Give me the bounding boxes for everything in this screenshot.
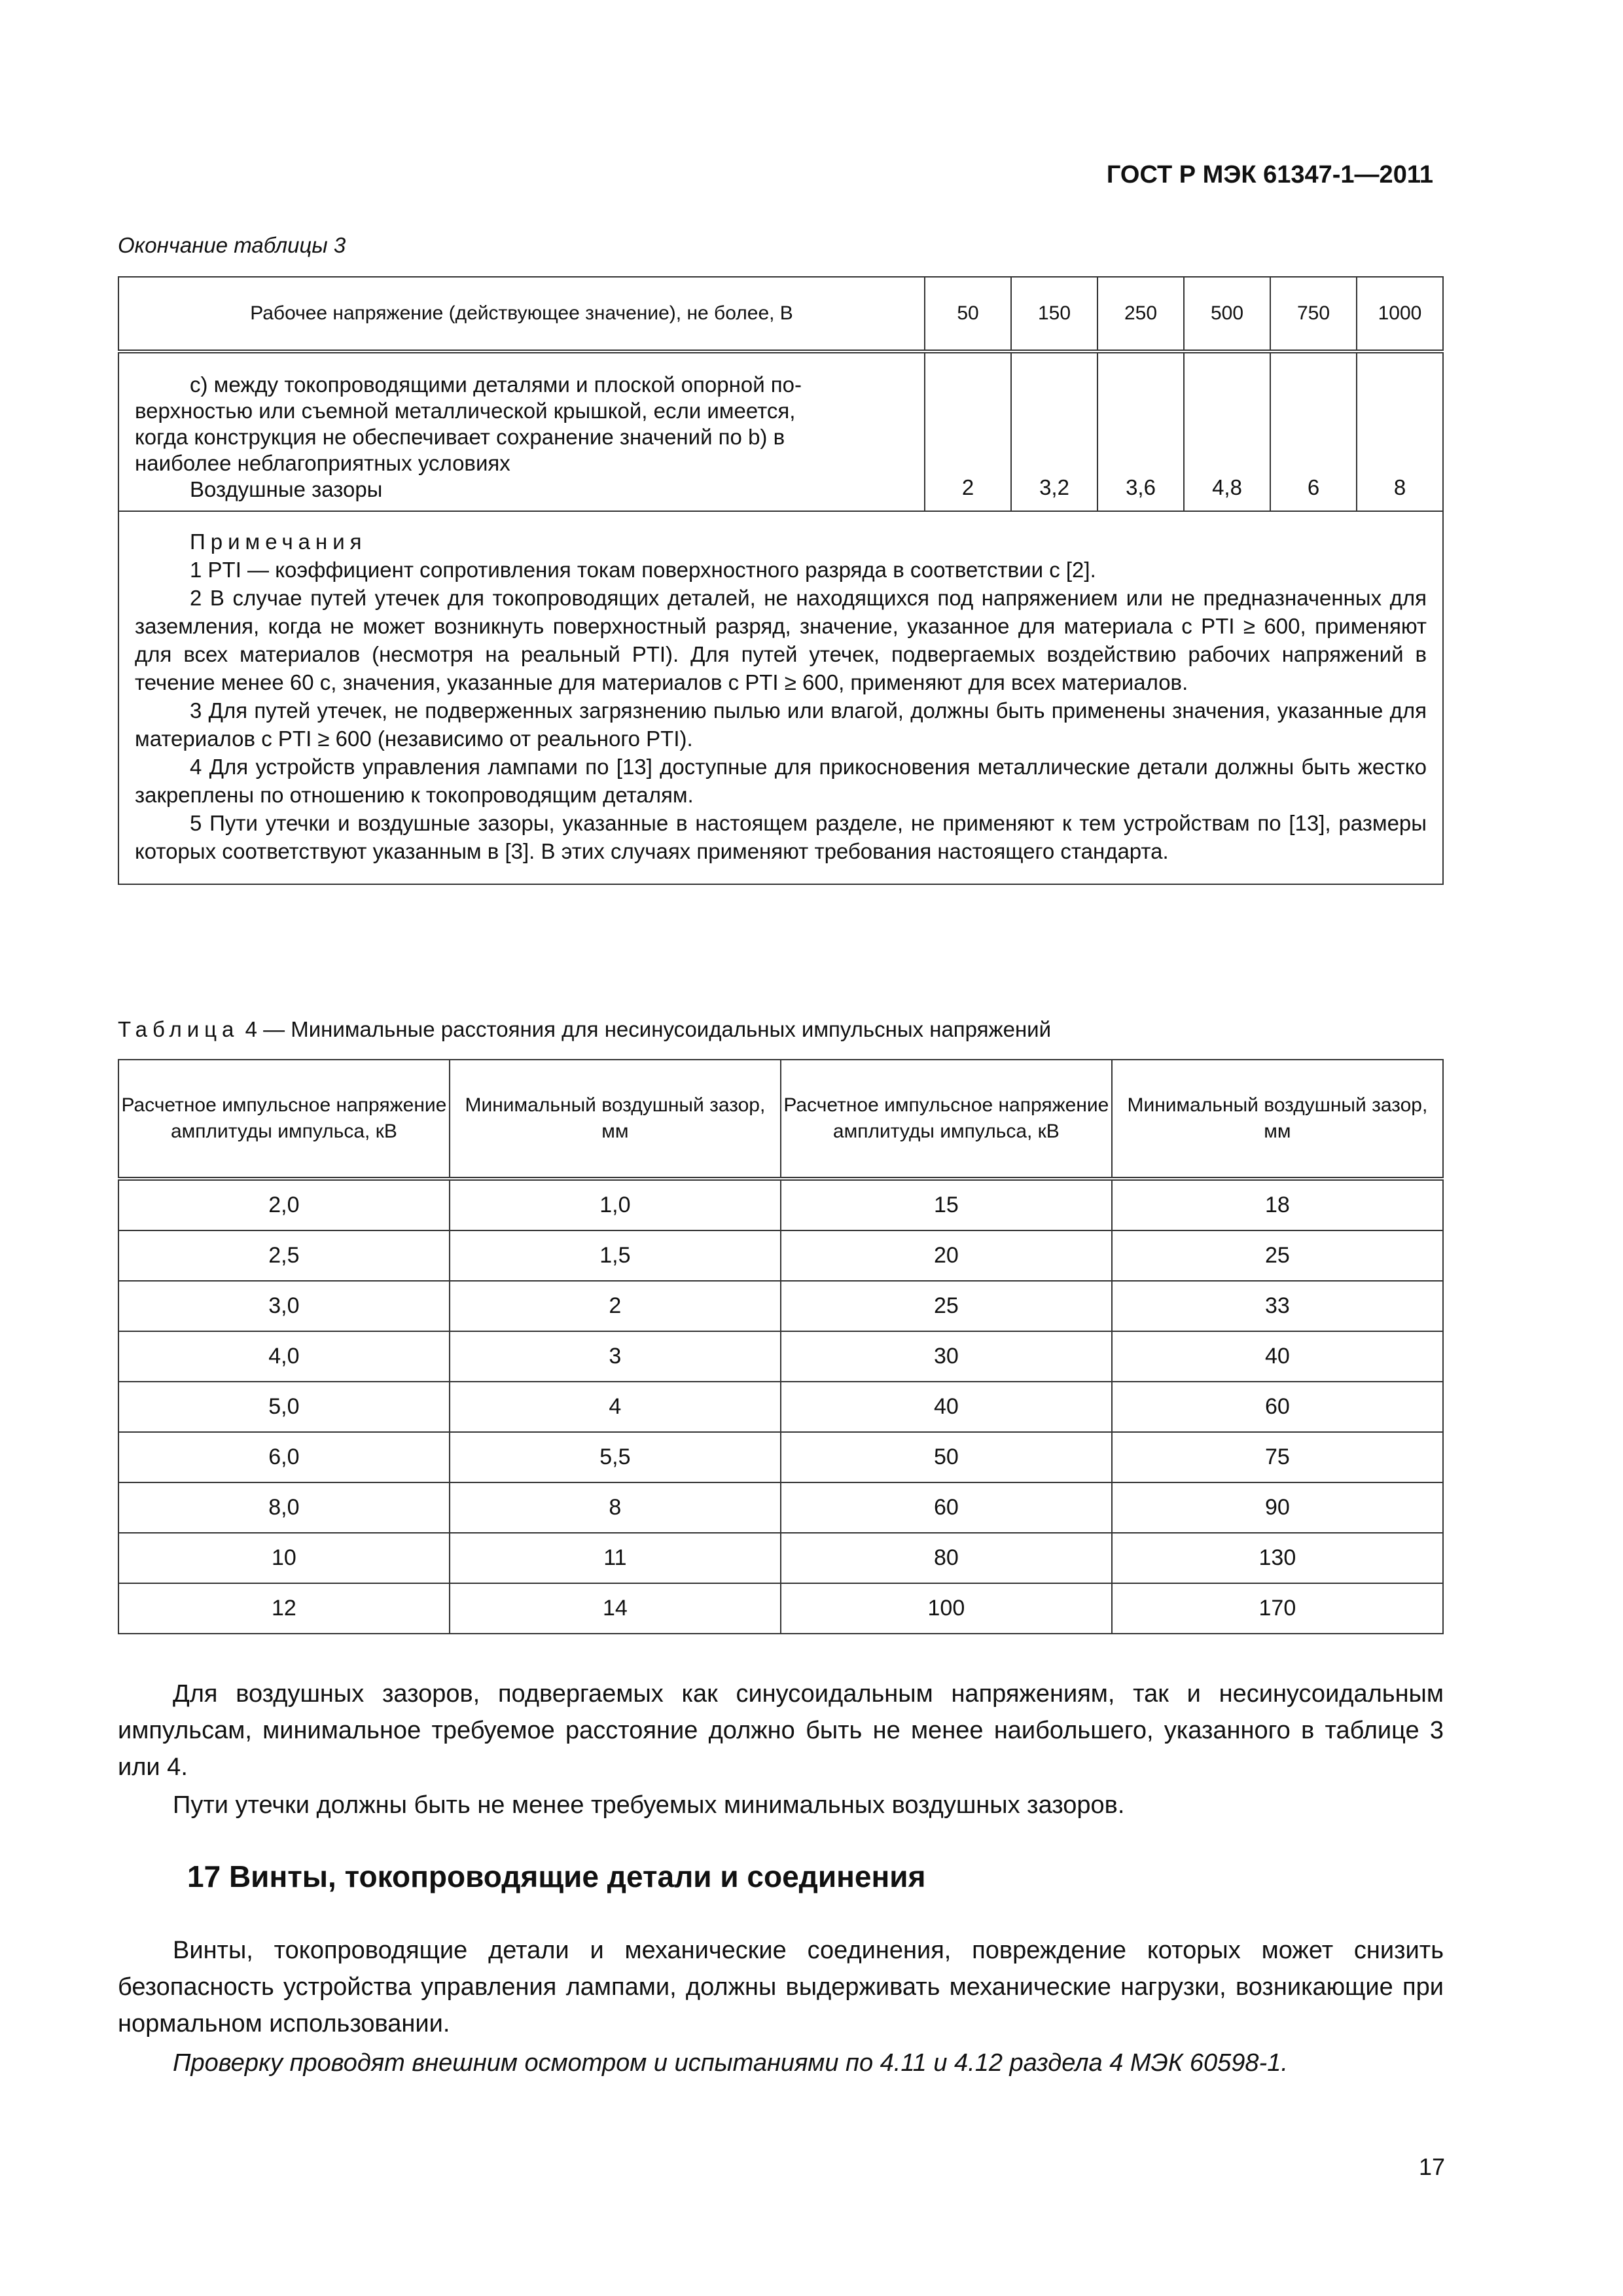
table-cell: 30 [781, 1331, 1112, 1382]
note-4: 4 Для устройств управления лампами по [13] доступные для прикосновения металлические детали должны быть жестко закреплены по отношению к токопроводящим деталям. [135, 755, 1427, 807]
table-cell: 6,0 [118, 1432, 450, 1482]
table3-row-c-value: 3,6 [1097, 351, 1184, 511]
table3-row-c-value: 2 [925, 351, 1011, 511]
table3-voltage-500: 500 [1184, 277, 1270, 351]
table-cell: 8,0 [118, 1482, 450, 1533]
table4-header-col3: Расчетное импульсное напряжение амплитуды импульса, кВ [781, 1060, 1112, 1179]
row-c-sublabel: Воздушные зазоры [190, 477, 383, 501]
document-code: ГОСТ Р МЭК 61347-1—2011 [1106, 161, 1433, 188]
table3-header-row [118, 277, 1443, 351]
note-2: 2 В случае путей утечек для токопроводящих деталей, не находящихся под напряжением или не предназначенных для заземления, когда не может возникнуть поверхностный разряд, значение, указанное для материала с PTI ≥ 600, применяют для всех материалов (несмотря на реальный PTI). Для путей утечек, подвергаемых воздействию рабочих напряжений в течение менее 60 с, значения, указанные для материалов с PTI ≥ 600, применяют для всех материалов. [135, 586, 1427, 694]
table-cell: 15 [781, 1179, 1112, 1230]
table-row [118, 1230, 1443, 1281]
page-number: 17 [1418, 2153, 1445, 2180]
table3-voltage-250: 250 [1097, 277, 1184, 351]
table-cell: 40 [1112, 1331, 1443, 1382]
table-cell: 5,0 [118, 1382, 450, 1432]
table-4 [118, 1059, 1444, 1634]
row-c-line-4: наиболее неблагоприятных условиях [135, 451, 510, 475]
table-cell: 20 [781, 1230, 1112, 1281]
table3-voltage-50: 50 [925, 277, 1011, 351]
paragraph-clearance-combined: Для воздушных зазоров, подвергаемых как синусоидальным напряжениям, так и несинусоидальным импульсам, минимальное требуемое расстояние должно быть не менее наибольшего, указанного в таблице 3 или 4. [118, 1680, 1444, 1781]
table-cell: 25 [1112, 1230, 1443, 1281]
table-cell: 1,5 [450, 1230, 781, 1281]
table-3-continuation [118, 276, 1444, 885]
table-cell: 100 [781, 1583, 1112, 1634]
table-row [118, 1382, 1443, 1432]
table-row [118, 1179, 1443, 1230]
table-cell: 60 [781, 1482, 1112, 1533]
table-cell: 3 [450, 1331, 781, 1382]
table4-header-col4: Минимальный воздушный зазор, мм [1112, 1060, 1443, 1179]
table-cell: 14 [450, 1583, 781, 1634]
table-cell: 130 [1112, 1533, 1443, 1583]
table-cell: 1,0 [450, 1179, 781, 1230]
table3-header-label: Рабочее напряжение (действующее значение), не более, В [118, 277, 925, 351]
table-row [118, 1432, 1443, 1482]
table3-notes [118, 511, 1443, 884]
table-cell: 2 [450, 1281, 781, 1331]
table-cell: 90 [1112, 1482, 1443, 1533]
table-cell: 170 [1112, 1583, 1443, 1634]
table-row [118, 1583, 1443, 1634]
table4-header-col1: Расчетное импульсное напряжение амплитуды импульса, кВ [118, 1060, 450, 1179]
table-row [118, 1533, 1443, 1583]
table-cell: 80 [781, 1533, 1112, 1583]
note-3: 3 Для путей утечек, не подверженных загрязнению пылью или влагой, должны быть применены значения, указанные для материалов с PTI ≥ 600 (независимо от реального PTI). [135, 698, 1427, 751]
table-cell: 33 [1112, 1281, 1443, 1331]
notes-title: Примечания [190, 529, 367, 554]
table-cell: 11 [450, 1533, 781, 1583]
table-cell: 4 [450, 1382, 781, 1432]
table-cell: 8 [450, 1482, 781, 1533]
table3-row-c-value: 3,2 [1011, 351, 1097, 511]
table4-caption-text: 4 — Минимальные расстояния для несинусоидальных импульсных напряжений [245, 1017, 1052, 1041]
table3-continuation-caption: Окончание таблицы 3 [118, 233, 346, 257]
note-1: 1 PTI — коэффициент сопротивления токам поверхностного разряда в соответствии с [2]. [190, 558, 1096, 582]
row-c-line-2: верхностью или съемной металлической крышкой, если имеется, [135, 399, 796, 423]
table4-caption [118, 1017, 1051, 1042]
table3-row-c-description [118, 351, 925, 511]
note-5: 5 Пути утечки и воздушные зазоры, указанные в настоящем разделе, не применяют к тем устройствам по [13], размеры которых соответствуют указанным в [3]. В этих случаях применяют требования настоящего стандарта. [135, 811, 1427, 863]
table3-row-c [118, 351, 1443, 511]
table3-voltage-1000: 1000 [1357, 277, 1443, 351]
table4-header-col2: Минимальный воздушный зазор, мм [450, 1060, 781, 1179]
paragraph-screws-requirements: Винты, токопроводящие детали и механические соединения, повреждение которых может снизить безопасность устройства управления лампами, должны выдерживать механические нагрузки, возникающие при нормальном использовании. [118, 1937, 1444, 2037]
table4-header-row [118, 1060, 1443, 1179]
table-cell: 4,0 [118, 1331, 450, 1382]
table3-row-c-value: 8 [1357, 351, 1443, 511]
table-cell: 60 [1112, 1382, 1443, 1432]
table-cell: 18 [1112, 1179, 1443, 1230]
table3-row-c-value: 6 [1270, 351, 1357, 511]
table4-caption-label: Таблица [118, 1017, 240, 1041]
table-cell: 25 [781, 1281, 1112, 1331]
row-c-line-3: когда конструкция не обеспечивает сохранение значений по b) в [135, 425, 785, 449]
table-cell: 2,0 [118, 1179, 450, 1230]
table-row [118, 1281, 1443, 1331]
table-row [118, 1482, 1443, 1533]
table-cell: 75 [1112, 1432, 1443, 1482]
table-cell: 50 [781, 1432, 1112, 1482]
table-cell: 12 [118, 1583, 450, 1634]
table3-notes-row [118, 511, 1443, 884]
paragraph-creepage: Пути утечки должны быть не менее требуемых минимальных воздушных зазоров. [173, 1791, 1125, 1819]
table-cell: 3,0 [118, 1281, 450, 1331]
table3-voltage-750: 750 [1270, 277, 1357, 351]
table-cell: 2,5 [118, 1230, 450, 1281]
table-cell: 10 [118, 1533, 450, 1583]
table3-row-c-value: 4,8 [1184, 351, 1270, 511]
row-c-line-1: c) между токопроводящими деталями и плоской опорной по- [190, 372, 802, 397]
table-cell: 5,5 [450, 1432, 781, 1482]
section-17-title: 17 Винты, токопроводящие детали и соединения [187, 1859, 926, 1893]
paragraph-compliance-check: Проверку проводят внешним осмотром и испытаниями по 4.11 и 4.12 раздела 4 МЭК 60598-1. [173, 2049, 1288, 2077]
table-row [118, 1331, 1443, 1382]
table-cell: 40 [781, 1382, 1112, 1432]
table3-voltage-150: 150 [1011, 277, 1097, 351]
